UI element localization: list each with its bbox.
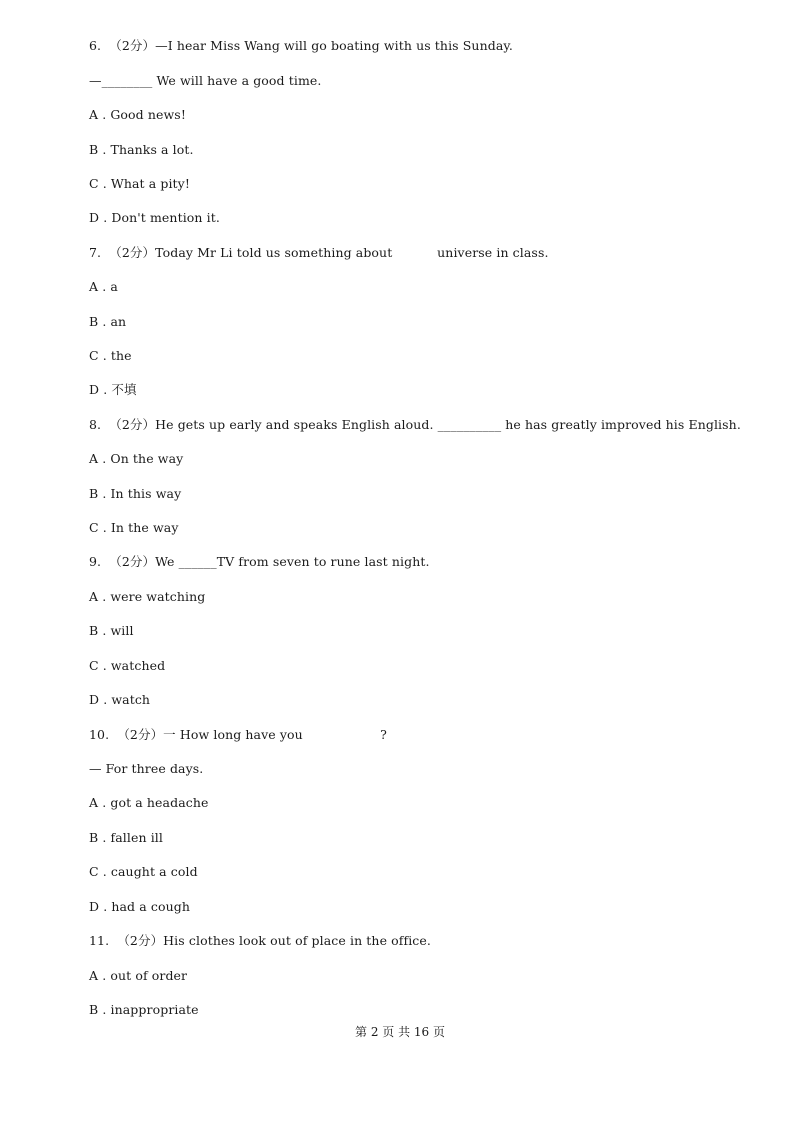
question-8-stem: 8. （2分）He gets up early and speaks English aloud. __________ he has greatly improved his English.: [89, 417, 741, 432]
question-6-option-c: C . What a pity!: [89, 176, 190, 191]
question-11-stem: 11. （2分）His clothes look out of place in the office.: [89, 933, 431, 948]
question-9-option-a: A . were watching: [89, 589, 206, 604]
question-10-option-b: B . fallen ill: [89, 830, 163, 845]
question-10-option-a: A . got a headache: [89, 795, 209, 810]
question-7-stem: 7. （2分）Today Mr Li told us something about universe in class.: [89, 245, 549, 260]
question-10-stem: 10. （2分）一 How long have you ?: [89, 727, 387, 742]
question-9-option-d: D . watch: [89, 692, 151, 707]
question-8-option-b: B . In this way: [89, 486, 182, 501]
question-6-option-a: A . Good news!: [89, 107, 186, 122]
question-7-option-b: B . an: [89, 314, 127, 329]
question-10-option-c: C . caught a cold: [89, 864, 198, 879]
question-11-option-b: B . inappropriate: [89, 1002, 199, 1017]
page-number-footer: 第 2 页 共 16 页: [355, 1025, 445, 1039]
question-7-option-a: A . a: [89, 279, 118, 294]
question-6-stem: 6. （2分）—I hear Miss Wang will go boating with us this Sunday.: [89, 38, 513, 53]
question-10-option-d: D . had a cough: [89, 899, 190, 914]
question-6-option-b: B . Thanks a lot.: [89, 142, 194, 157]
question-6-option-d: D . Don't mention it.: [89, 210, 220, 225]
question-9-stem: 9. （2分）We ______TV from seven to rune last night.: [89, 554, 430, 569]
question-6-stem-reply: —________ We will have a good time.: [89, 73, 322, 88]
question-11-option-a: A . out of order: [89, 968, 188, 983]
question-8-option-c: C . In the way: [89, 520, 179, 535]
question-9-option-c: C . watched: [89, 658, 166, 673]
question-10-stem-reply: — For three days.: [89, 761, 204, 776]
question-8-option-a: A . On the way: [89, 451, 184, 466]
question-7-option-d: D . 不填: [89, 382, 137, 397]
question-9-option-b: B . will: [89, 623, 134, 638]
question-7-option-c: C . the: [89, 348, 132, 363]
